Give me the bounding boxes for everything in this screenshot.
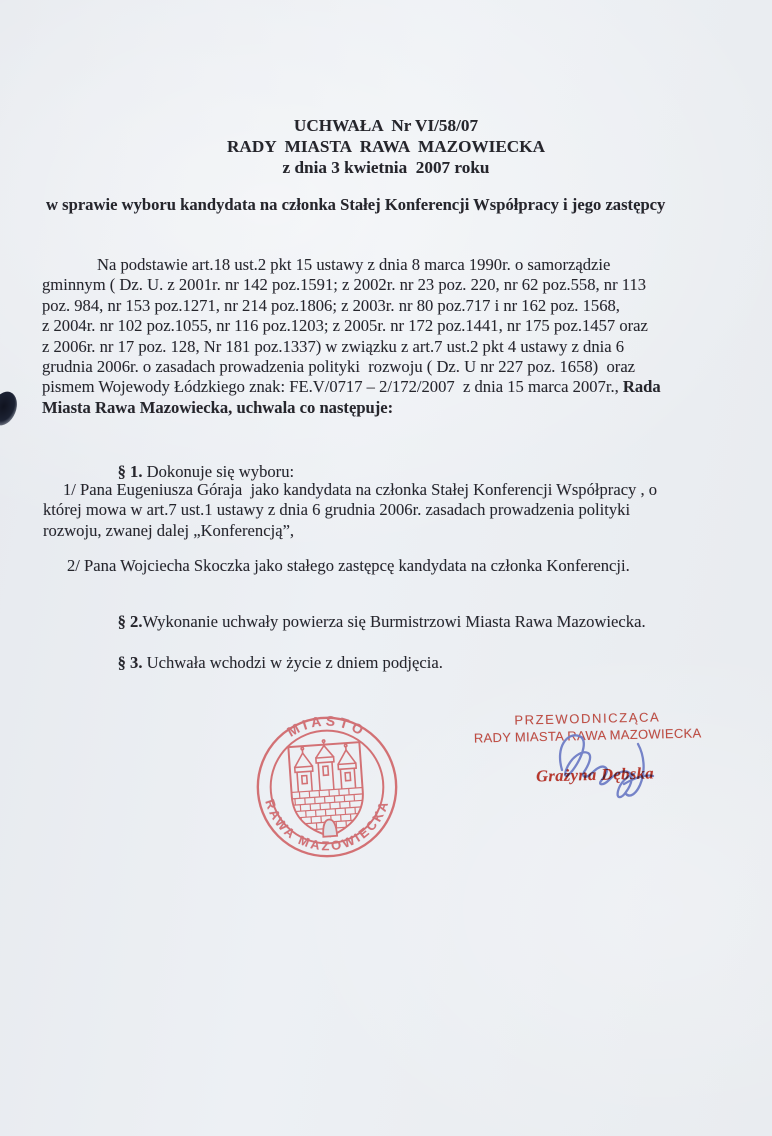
preamble-line	[42, 377, 754, 397]
resolution-number: UCHWAŁA Nr VI/58/07	[293, 116, 479, 135]
list-item-1	[43, 480, 755, 541]
preamble-line-text: pismem Wojewody Łódzkiego znak: FE.V/0717 – 2/172/2007 z dnia 15 marca 2007r.,	[42, 377, 623, 397]
preamble-line: poz. 984, nr 153 poz.1271, nr 214 poz.1806; z 2003r. nr 80 poz.717 i nr 162 poz. 1568,	[42, 295, 620, 315]
chairwoman-title: PRZEWODNICZĄCA	[514, 709, 661, 728]
ink-blot	[0, 388, 22, 429]
section-1-mark: § 1.	[117, 462, 143, 481]
seal-top-text: MIASTO	[284, 712, 370, 740]
coat-of-arms-icon	[288, 738, 366, 839]
list-item-1-line: 1/ Pana Eugeniusza Góraja jako kandydata na członka Stałej Konferencji Współpracy , o	[63, 480, 658, 499]
signer-name: Grażyna Dębska	[535, 763, 655, 786]
list-item-2	[43, 556, 755, 576]
preamble-line-bold: Miasta Rawa Mazowiecka, uchwala co następuje:	[42, 397, 394, 417]
city-seal-stamp	[243, 703, 411, 871]
preamble-paragraph	[42, 255, 754, 418]
section-3-mark: § 3.	[117, 653, 143, 672]
section-2-mark: § 2.	[117, 612, 143, 631]
preamble-line: z 2004r. nr 102 poz.1055, nr 116 poz.1203; z 2005r. nr 172 poz.1441, nr 175 poz.1457 oraz	[42, 316, 648, 336]
preamble-line: z 2006r. nr 17 poz. 128, Nr 181 poz.1337) w związku z art.7 ust.2 pkt 4 ustawy z dnia 6	[42, 336, 625, 356]
preamble-line-bold: Rada	[622, 377, 661, 397]
list-item-1-line: rozwoju, zwanej dalej „Konferencją”,	[43, 520, 295, 540]
council-name-stamp: RADY MIASTA RAWA MAZOWIECKA	[473, 725, 702, 746]
seal-bottom-text: RAWA MAZOWIECKA	[262, 797, 392, 854]
section-3-heading	[101, 633, 443, 693]
council-name-line: RADY MIASTA RAWA MAZOWIECKA	[227, 136, 545, 156]
list-item-1-line: której mowa w art.7 ust.1 ustawy z dnia 6 grudnia 2006r. zasadach prowadzenia polityki	[43, 500, 631, 520]
list-item-2-line: 2/ Pana Wojciecha Skoczka jako stałego zastępcę kandydata na członka Konferencji.	[67, 556, 630, 575]
preamble-line: Na podstawie art.18 ust.2 pkt 15 ustawy z dnia 8 marca 1990r. o samorządzie	[97, 255, 611, 274]
preamble-line: grudnia 2006r. o zasadach prowadzenia polityki rozwoju ( Dz. U nr 227 poz. 1658) oraz	[42, 357, 636, 377]
section-3-text: Uchwała wchodzi w życie z dniem podjęcia.	[142, 653, 443, 672]
preamble-line: gminnym ( Dz. U. z 2001r. nr 142 poz.1591; z 2002r. nr 23 poz. 220, nr 62 poz.558, nr 113	[42, 275, 647, 295]
section-2-text: Wykonanie uchwały powierza się Burmistrzowi Miasta Rawa Mazowiecka.	[142, 612, 646, 631]
preamble-line	[42, 398, 754, 418]
resolution-date: z dnia 3 kwietnia 2007 roku	[282, 157, 490, 177]
document-title-block	[0, 116, 772, 178]
section-1-text: Dokonuje się wyboru:	[142, 462, 295, 481]
svg-text:MIASTO	[284, 712, 369, 739]
subject-line: w sprawie wyboru kandydata na członka Stałej Konferencji Współpracy i jego zastępcy	[46, 195, 666, 214]
